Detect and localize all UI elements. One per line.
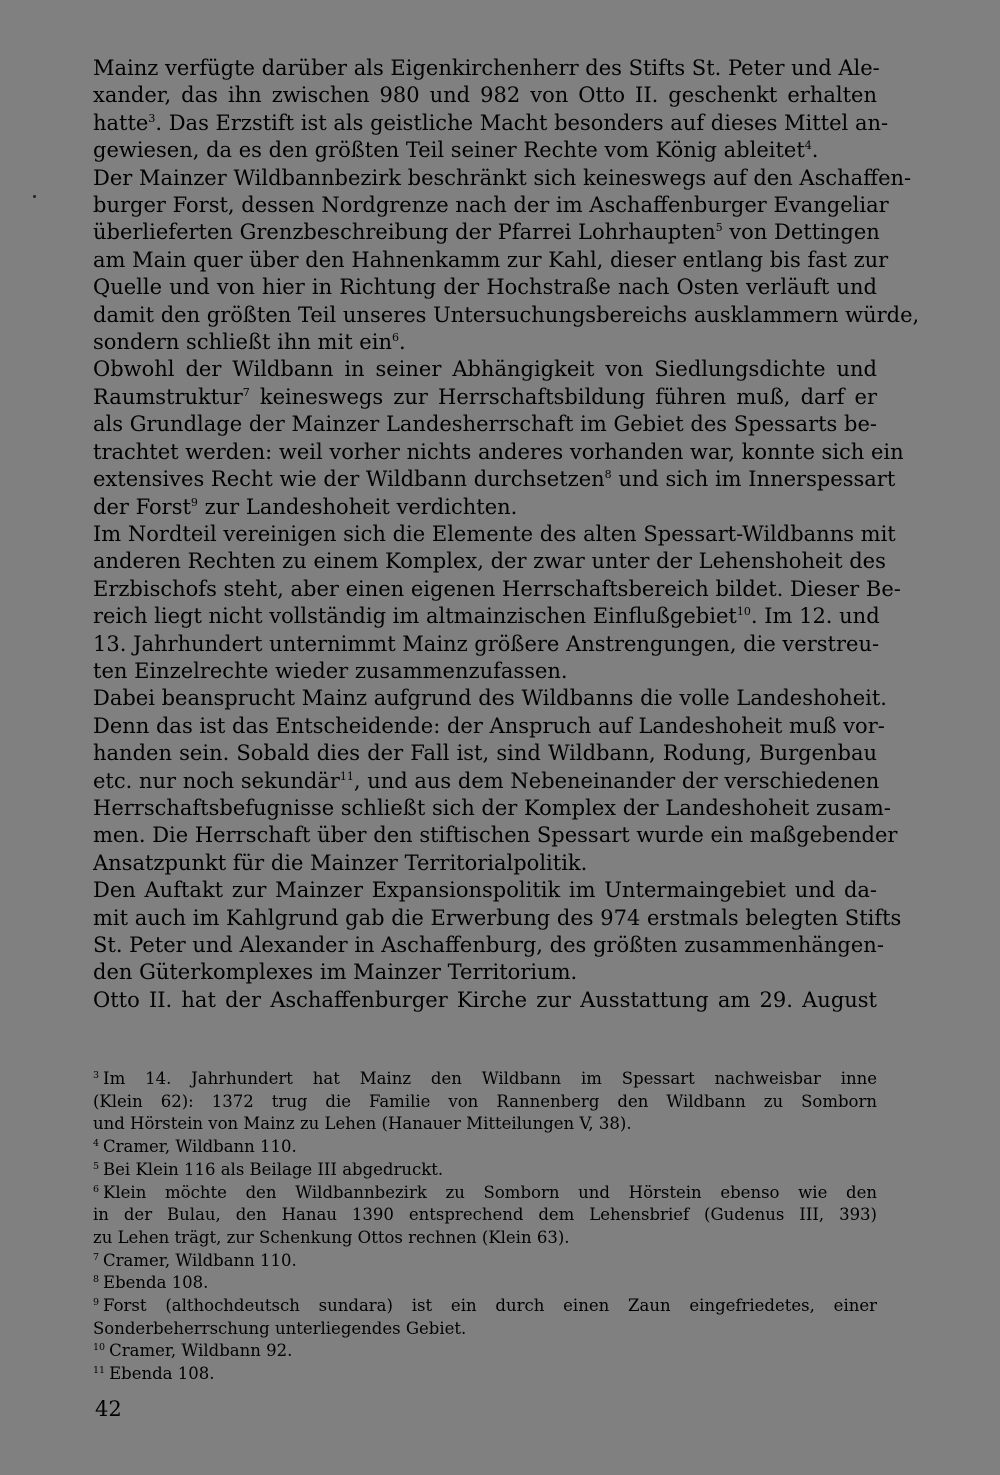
text-line: St. Peter und Alexander in Aschaffenburg, des größten zusammenhängen- — [93, 933, 884, 957]
footnote-line: $^5$ Bei Klein 116 als Beilage III abgedruckt. — [93, 1159, 444, 1179]
text-line: Obwohl der Wildbann in seiner Abhängigkeit von Siedlungsdichte und — [93, 357, 877, 382]
text-line: am Main quer über den Hahnenkamm zur Kahl, dieser entlang bis fast zur — [93, 247, 889, 272]
footnote-number: 10 — [93, 1342, 106, 1354]
footnote — [93, 1250, 877, 1273]
paragraph — [93, 356, 904, 520]
paragraph — [93, 987, 877, 1014]
footnote-line: und Hörstein von Mainz zu Lehen (Hanauer Mitteilungen V, 38). — [93, 1114, 632, 1134]
footnote-line: zu Lehen trägt, zur Schenkung Ottos rechnen (Klein 63). — [93, 1227, 570, 1247]
text-line: Raumstruktur$^7$ keineswegs zur Herrschaftsbildung führen muß, darf er — [93, 384, 877, 409]
paragraph — [93, 877, 902, 987]
text-line: trachtet werden: weil vorher nichts anderes vorhanden war, konnte sich ein — [93, 439, 904, 464]
text-line: extensives Recht wie der Wildbann durchsetzen$^8$ und sich im Innerspessart — [93, 467, 896, 492]
footnote-reference: 7 — [242, 385, 250, 399]
footnote — [93, 1340, 877, 1363]
text-line: hatte$^3$. Das Erzstift ist als geistliche Macht besonders auf dieses Mittel an- — [93, 110, 889, 135]
text-line: überlieferten Grenzbeschreibung der Pfarrei Lohrhaupten$^5$ von Dettingen — [93, 220, 880, 245]
text-line: anderen Rechten zu einem Komplex, der zwar unter der Lehenshoheit des — [93, 549, 886, 574]
text-line: den Güterkomplexes im Mainzer Territorium. — [93, 960, 578, 985]
text-line: Der Mainzer Wildbannbezirk beschränkt sich keineswegs auf den Aschaffen- — [93, 165, 912, 190]
text-line: men. Die Herrschaft über den stiftischen Spessart wurde ein maßgebender — [93, 823, 898, 848]
footnote-reference: 5 — [715, 221, 723, 235]
footnote-line: in der Bulau, den Hanau 1390 entsprechend dem Lehensbrief (Gudenus III, 393) — [93, 1205, 877, 1225]
text-line: Ansatzpunkt für die Mainzer Territorialpolitik. — [93, 850, 588, 875]
paragraph — [93, 685, 898, 877]
footnote-reference: 4 — [804, 139, 812, 153]
footnote-line: $^{10}$ Cramer, Wildbann 92. — [93, 1341, 293, 1361]
footnote-reference: 10 — [736, 605, 751, 619]
footnote-reference: 8 — [604, 468, 612, 482]
footnote-reference: 3 — [148, 111, 156, 125]
footnote-number: 3 — [93, 1070, 100, 1081]
text-line: Denn das ist das Entscheidende: der Anspruch auf Landeshoheit muß vor- — [93, 713, 885, 738]
main-text — [93, 55, 920, 1014]
scan-speck — [33, 195, 36, 198]
text-line: Erzbischofs steht, aber einen eigenen Herrschaftsbereich bildet. Dieser Be- — [93, 576, 901, 601]
text-line: handen sein. Sobald dies der Fall ist, sind Wildbann, Rodung, Burgenbau — [93, 741, 877, 766]
paragraph — [93, 165, 920, 357]
text-line: Mainz verfügte darüber als Eigenkirchenherr des Stifts St. Peter und Ale- — [93, 56, 880, 80]
footnote — [93, 1136, 877, 1159]
text-line: 13. Jahrhundert unternimmt Mainz größere Anstrengungen, die verstreu- — [93, 631, 880, 656]
footnote-line: $^9$ Forst (althochdeutsch sundara) ist ein durch einen Zaun eingefriedetes, einer — [93, 1296, 877, 1316]
text-line: Den Auftakt zur Mainzer Expansionspolitik im Untermaingebiet und da- — [93, 878, 877, 903]
footnote — [93, 1068, 877, 1136]
footnote-reference: 11 — [339, 769, 354, 783]
footnote-line: $^7$ Cramer, Wildbann 110. — [93, 1250, 297, 1270]
footnote-line: $^8$ Ebenda 108. — [93, 1273, 209, 1293]
text-line: mit auch im Kahlgrund gab die Erwerbung des 974 erstmals belegten Stifts — [93, 905, 902, 930]
text-line: reich liegt nicht vollständig im altmainzischen Einflußgebiet$^{10}$. Im 12. und — [93, 604, 880, 629]
footnote-number: 8 — [93, 1274, 100, 1286]
text-line: damit den größten Teil unseres Untersuchungsbereichs ausklammern würde, — [93, 302, 920, 327]
footnote-number: 5 — [93, 1160, 100, 1172]
text-line: Dabei beansprucht Mainz aufgrund des Wildbanns die volle Landeshoheit. — [93, 686, 887, 711]
footnote-line: $^{11}$ Ebenda 108. — [93, 1364, 215, 1384]
page-number: 42 — [95, 1397, 122, 1421]
footnote-number: 6 — [93, 1183, 100, 1195]
text-line: sondern schließt ihn mit ein$^6$. — [93, 330, 406, 355]
footnote — [93, 1159, 877, 1182]
footnote — [93, 1363, 877, 1386]
text-line: ten Einzelrechte wieder zusammenzufassen. — [93, 658, 568, 683]
footnote-line: $^6$ Klein möchte den Wildbannbezirk zu Somborn und Hörstein ebenso wie den — [93, 1182, 877, 1202]
footnote-number: 11 — [93, 1365, 106, 1377]
footnote — [93, 1272, 877, 1295]
footnote-number: 7 — [93, 1251, 100, 1263]
paragraph — [93, 521, 901, 685]
footnote — [93, 1295, 877, 1340]
footnote-line: $^4$ Cramer, Wildbann 110. — [93, 1137, 297, 1157]
text-line: Quelle und von hier in Richtung der Hochstraße nach Osten verläuft und — [93, 275, 877, 300]
footnote-line: Sonderbeherrschung unterliegendes Gebiet. — [93, 1318, 467, 1338]
footnote-number: 4 — [93, 1138, 100, 1150]
text-line: xander, das ihn zwischen 980 und 982 von Otto II. geschenkt erhalten — [93, 83, 877, 108]
footnote-reference: 9 — [190, 495, 198, 509]
text-line: Im Nordteil vereinigen sich die Elemente des alten Spessart-Wildbanns mit — [93, 521, 896, 546]
text-line: gewiesen, da es den größten Teil seiner Rechte vom König ableitet$^4$. — [93, 138, 819, 163]
text-line: Herrschaftsbefugnisse schließt sich der Komplex der Landeshoheit zusam- — [93, 795, 891, 820]
text-line: etc. nur noch sekundär$^{11}$, und aus dem Nebeneinander der verschiedenen — [93, 768, 880, 793]
paragraph — [93, 55, 889, 165]
footnotes — [93, 1068, 877, 1386]
text-line: der Forst$^9$ zur Landeshoheit verdichten. — [93, 494, 518, 519]
text-line: burger Forst, dessen Nordgrenze nach der im Aschaffenburger Evangeliar — [93, 193, 889, 218]
text-line: als Grundlage der Mainzer Landesherrschaft im Gebiet des Spessarts be- — [93, 412, 877, 437]
footnote-line: (Klein 62): 1372 trug die Familie von Rannenberg den Wildbann zu Somborn — [93, 1091, 877, 1111]
footnote — [93, 1182, 877, 1250]
text-line: Otto II. hat der Aschaffenburger Kirche zur Ausstattung am 29. August — [93, 987, 877, 1012]
footnote-reference: 6 — [391, 331, 399, 345]
footnote-line: $^3$ Im 14. Jahrhundert hat Mainz den Wildbann im Spessart nachweisbar inne — [93, 1069, 877, 1088]
footnote-number: 9 — [93, 1297, 100, 1309]
